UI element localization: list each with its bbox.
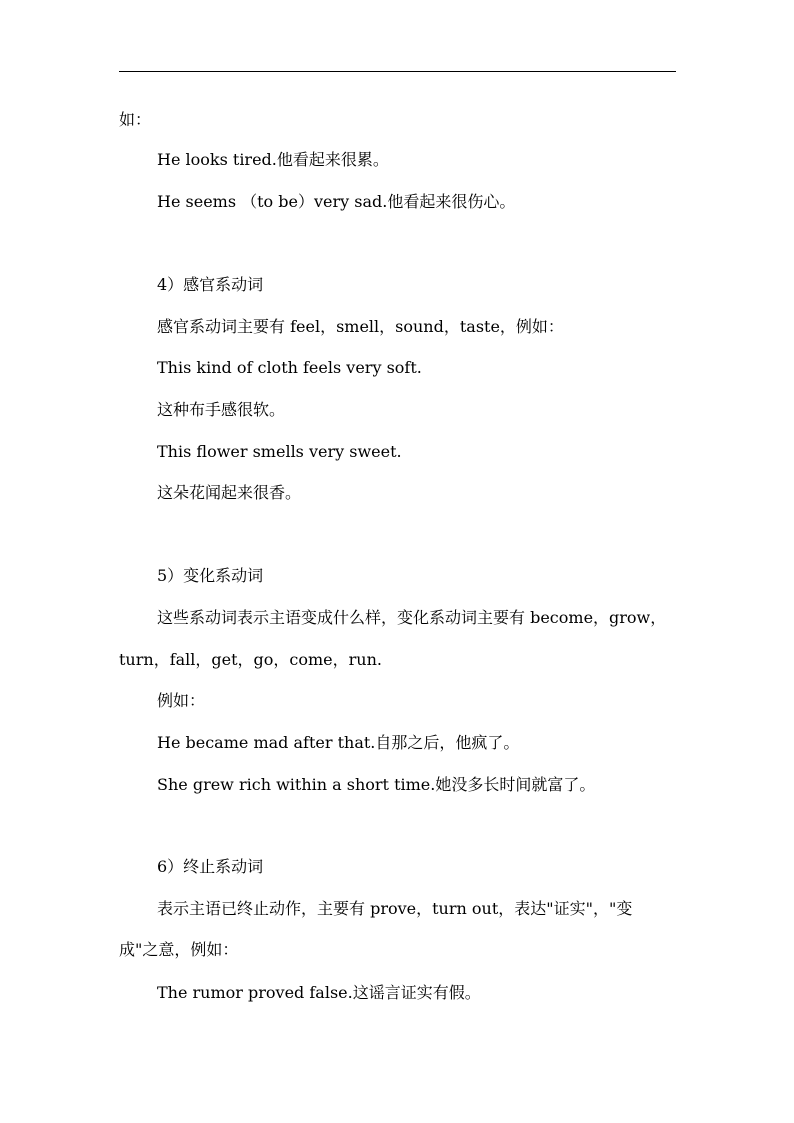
text-line: 例如： <box>157 691 206 710</box>
text-line: She grew rich within a short time.她没多长时间就富了。 <box>157 775 596 794</box>
text-line: The rumor proved false.这谣言证实有假。 <box>157 983 481 1002</box>
section-heading: 4）感官系动词 <box>157 275 264 294</box>
section-heading: 5）变化系动词 <box>157 566 264 585</box>
text-line: He looks tired.他看起来很累。 <box>157 150 389 169</box>
text-line: He seems （to be）very sad.他看起来很伤心。 <box>157 192 516 211</box>
text-line: 这朵花闻起来很香。 <box>157 483 302 502</box>
text-line: He became mad after that.自那之后，他疯了。 <box>157 733 520 752</box>
header-rule <box>119 71 676 72</box>
section-heading: 6）终止系动词 <box>157 857 264 876</box>
text-line: 表示主语已终止动作，主要有 prove，turn out，表达"证实"，"变 <box>157 899 633 918</box>
text-line: This kind of cloth feels very soft. <box>157 358 422 377</box>
text-line: 这种布手感很软。 <box>157 400 286 419</box>
text-line: 如： <box>119 110 152 129</box>
text-line: 这些系动词表示主语变成什么样，变化系动词主要有 become，grow， <box>157 608 667 627</box>
text-line: 成"之意，例如： <box>119 940 239 959</box>
text-line: turn，fall，get，go，come，run. <box>119 650 382 669</box>
text-line: 感官系动词主要有 feel，smell，sound，taste，例如： <box>157 317 564 336</box>
text-line: This flower smells very sweet. <box>157 442 402 461</box>
